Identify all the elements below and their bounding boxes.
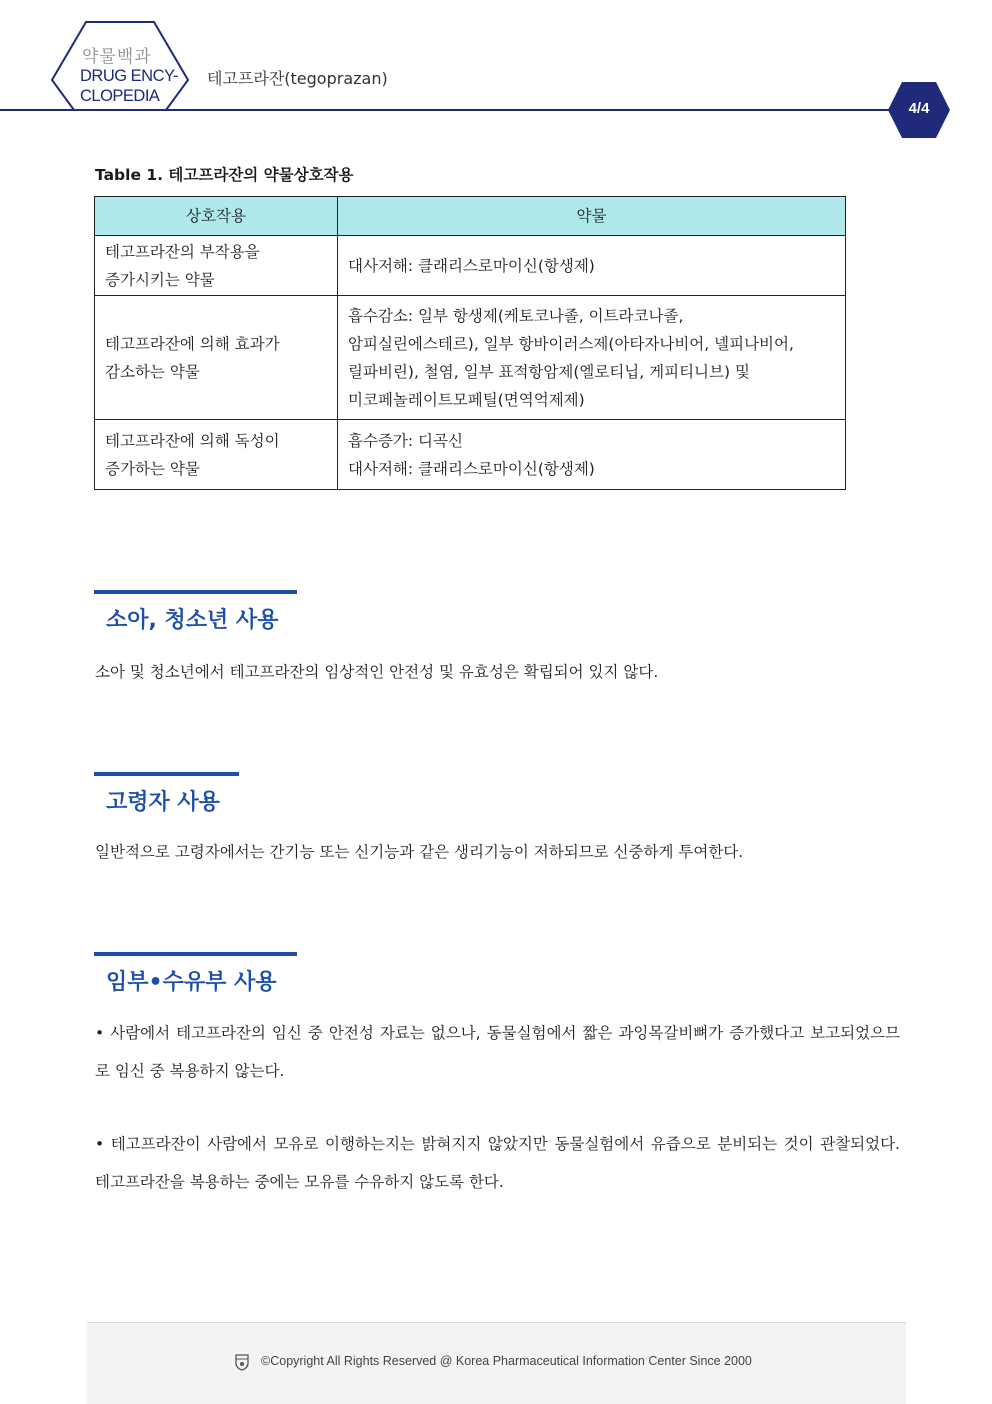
table-row [95, 236, 846, 296]
drugs-cell [338, 420, 846, 490]
section-bar-pediatric [94, 590, 297, 594]
column-header-interaction: 상호작용 [95, 197, 338, 236]
cell-text: 대사저해: 클래리스로마이신(항생제) [348, 459, 595, 478]
section-bar-pregnancy [94, 952, 297, 956]
cell-text: 테고프라잔에 의해 독성이 [105, 431, 280, 450]
section-bar-elderly [94, 772, 239, 776]
cell-text: 테고프라잔의 부작용을 [105, 242, 260, 261]
drugs-cell [338, 236, 846, 296]
cell-text: 증가시키는 약물 [105, 270, 215, 289]
kpic-shield-icon [234, 1354, 250, 1371]
footer-copyright: ©Copyright All Rights Reserved @ Korea Pharmaceutical Information Center Since 2000 [261, 1354, 752, 1368]
cell-text: 릴파비린), 철염, 일부 표적항암제(엘로티닙, 게피티니브) 및 [348, 362, 750, 381]
section-title-elderly: 고령자 사용 [106, 790, 220, 815]
header-rule [0, 109, 900, 111]
cell-text: 흡수증가: 디곡신 [348, 431, 463, 450]
interaction-cell [95, 420, 338, 490]
pregnancy-bullet-1: • 사람에서 테고프라잔의 임신 중 안전성 자료는 없으나, 동물실험에서 짧은 과잉목갈비뼈가 증가했다고 보고되었으므로 임신 중 복용하지 않는다. [95, 1024, 900, 1080]
page-number: 4/4 [908, 100, 930, 117]
column-header-drugs: 약물 [338, 197, 846, 236]
drugs-cell [338, 296, 846, 420]
section-title-pediatric: 소아, 청소년 사용 [106, 608, 279, 633]
cell-text: 흡수감소: 일부 항생제(케토코나졸, 이트라코나졸, [348, 306, 684, 325]
interaction-cell [95, 296, 338, 420]
logo-english-line2: CLOPEDIA [80, 87, 160, 105]
cell-text: 감소하는 약물 [105, 362, 200, 381]
table-header-row [95, 197, 846, 236]
cell-text: 미코페놀레이트모페틸(면역억제제) [348, 390, 585, 409]
document-title: 테고프라잔(tegoprazan) [207, 69, 388, 88]
interaction-cell [95, 236, 338, 296]
table-row [95, 420, 846, 490]
cell-text: 암피실린에스테르), 일부 항바이러스제(아타자나비어, 넬피나비어, [348, 334, 794, 353]
logo-korean: 약물백과 [82, 47, 152, 67]
elderly-paragraph: 일반적으로 고령자에서는 간기능 또는 신기능과 같은 생리기능이 저하되므로 신중하게 투여한다. [95, 843, 744, 861]
logo-english-line1: DRUG ENCY- [80, 67, 178, 85]
section-title-pregnancy: 임부•수유부 사용 [106, 970, 277, 995]
cell-text: 테고프라잔에 의해 효과가 [105, 334, 280, 353]
interaction-table [94, 196, 846, 490]
cell-text: 대사저해: 클래리스로마이신(항생제) [348, 256, 595, 275]
pediatric-paragraph: 소아 및 청소년에서 테고프라잔의 임상적인 안전성 및 유효성은 확립되어 있지 않다. [95, 663, 659, 681]
pregnancy-bullet-2: • 테고프라잔이 사람에서 모유로 이행하는지는 밝혀지지 않았지만 동물실험에서 유즙으로 분비되는 것이 관찰되었다. 테고프라잔을 복용하는 중에는 모유를 수유하지 않도록 한다. [95, 1135, 900, 1191]
table-caption: Table 1. 테고프라잔의 약물상호작용 [95, 166, 354, 184]
cell-text: 증가하는 약물 [105, 459, 200, 478]
table-row [95, 296, 846, 420]
